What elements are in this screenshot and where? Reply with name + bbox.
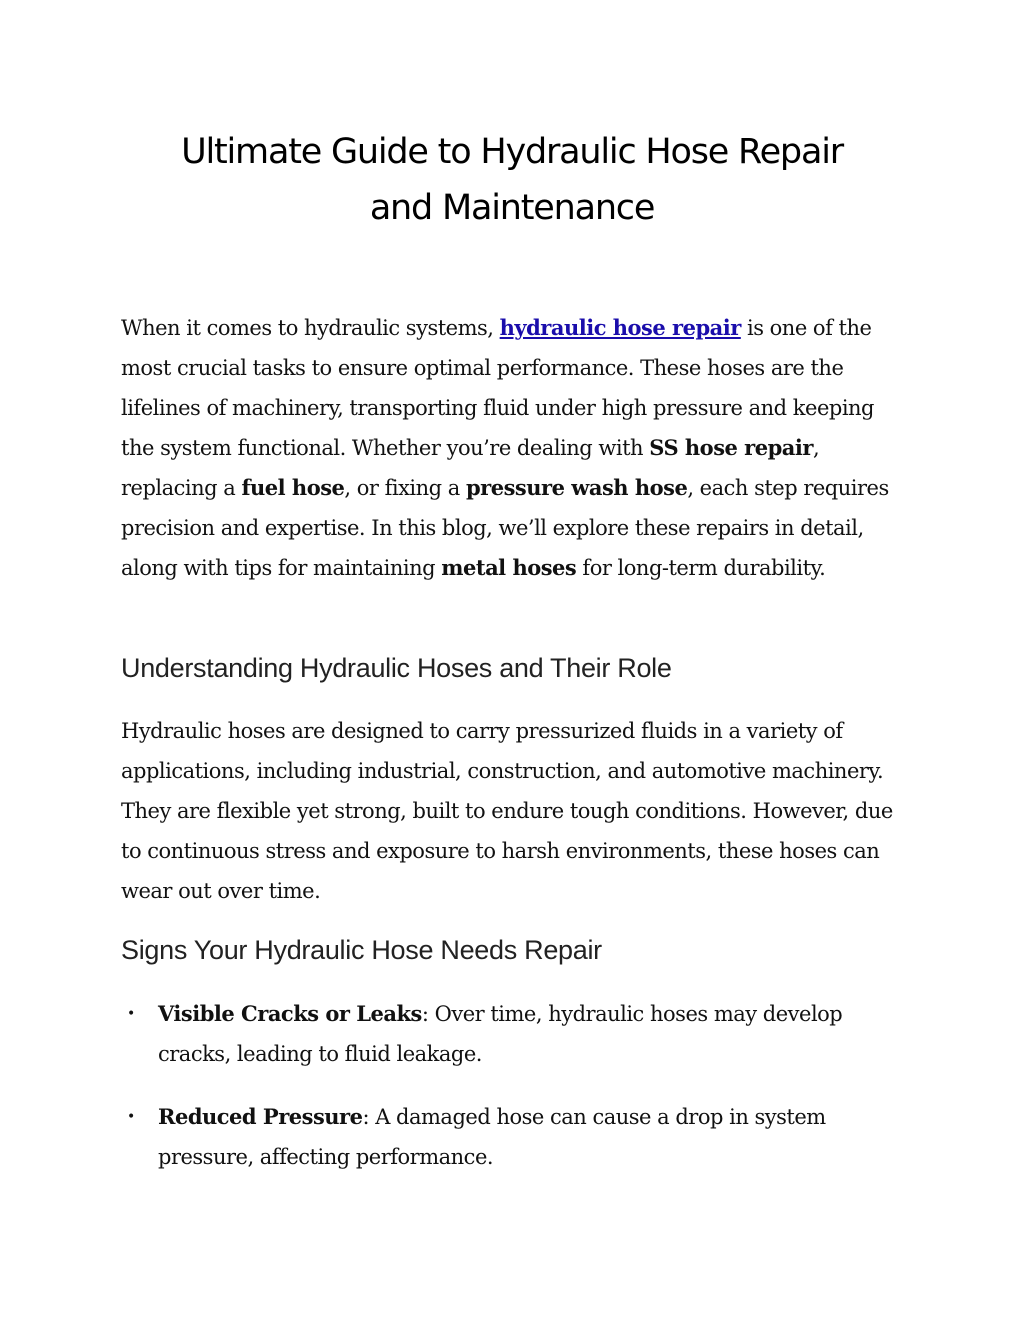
list-item-text: : Over time, hydraulic hoses may develop cracks, leading to fluid leakage. xyxy=(158,1002,843,1066)
section-heading-understanding: Understanding Hydraulic Hoses and Their Role xyxy=(121,653,672,683)
intro-text: is one of the most crucial tasks to ensure optimal performance. These hoses are the lifelines of machinery, transporting fluid under high pressure and keeping the system functional. Whether you’re dealing with xyxy=(121,316,875,460)
page-title xyxy=(0,124,1024,236)
intro-bold-term: pressure wash hose xyxy=(466,475,688,500)
list-item xyxy=(121,1097,906,1177)
list-item-label: Visible Cracks or Leaks xyxy=(158,1001,422,1026)
intro-text: , or fixing a xyxy=(344,476,466,500)
intro-paragraph xyxy=(121,308,906,588)
bullet-icon: • xyxy=(127,1006,135,1022)
page-title-line-2: and Maintenance xyxy=(369,188,655,228)
intro-text: , replacing a xyxy=(121,436,820,500)
page-title-line-1: Ultimate Guide to Hydraulic Hose Repair xyxy=(181,132,843,172)
bullet-icon: • xyxy=(127,1109,135,1125)
list-item-text: : A damaged hose can cause a drop in system pressure, affecting performance. xyxy=(158,1105,826,1169)
intro-text: When it comes to hydraulic systems, xyxy=(121,316,500,340)
intro-bold-term: SS hose repair xyxy=(649,435,813,460)
intro-bold-term: metal hoses xyxy=(441,555,577,580)
intro-text: for long-term durability. xyxy=(576,556,826,580)
hydraulic-hose-repair-link[interactable]: hydraulic hose repair xyxy=(499,315,741,340)
intro-text: , each step requires precision and expertise. In this blog, we’ll explore these repairs in detail, along with tips for maintaining xyxy=(121,476,889,580)
list-item-label: Reduced Pressure xyxy=(158,1104,363,1129)
list-item xyxy=(121,994,906,1074)
signs-list xyxy=(121,994,906,1177)
intro-bold-term: fuel hose xyxy=(241,475,345,500)
section-body-understanding: Hydraulic hoses are designed to carry pressurized fluids in a variety of applications, including industrial, construction, and automotive machinery. They are flexible yet strong, built to endure tough conditions. However, due to continuous stress and exposure to harsh environments, these hoses can wear out over time. xyxy=(121,719,893,903)
section-heading-signs: Signs Your Hydraulic Hose Needs Repair xyxy=(121,935,602,965)
